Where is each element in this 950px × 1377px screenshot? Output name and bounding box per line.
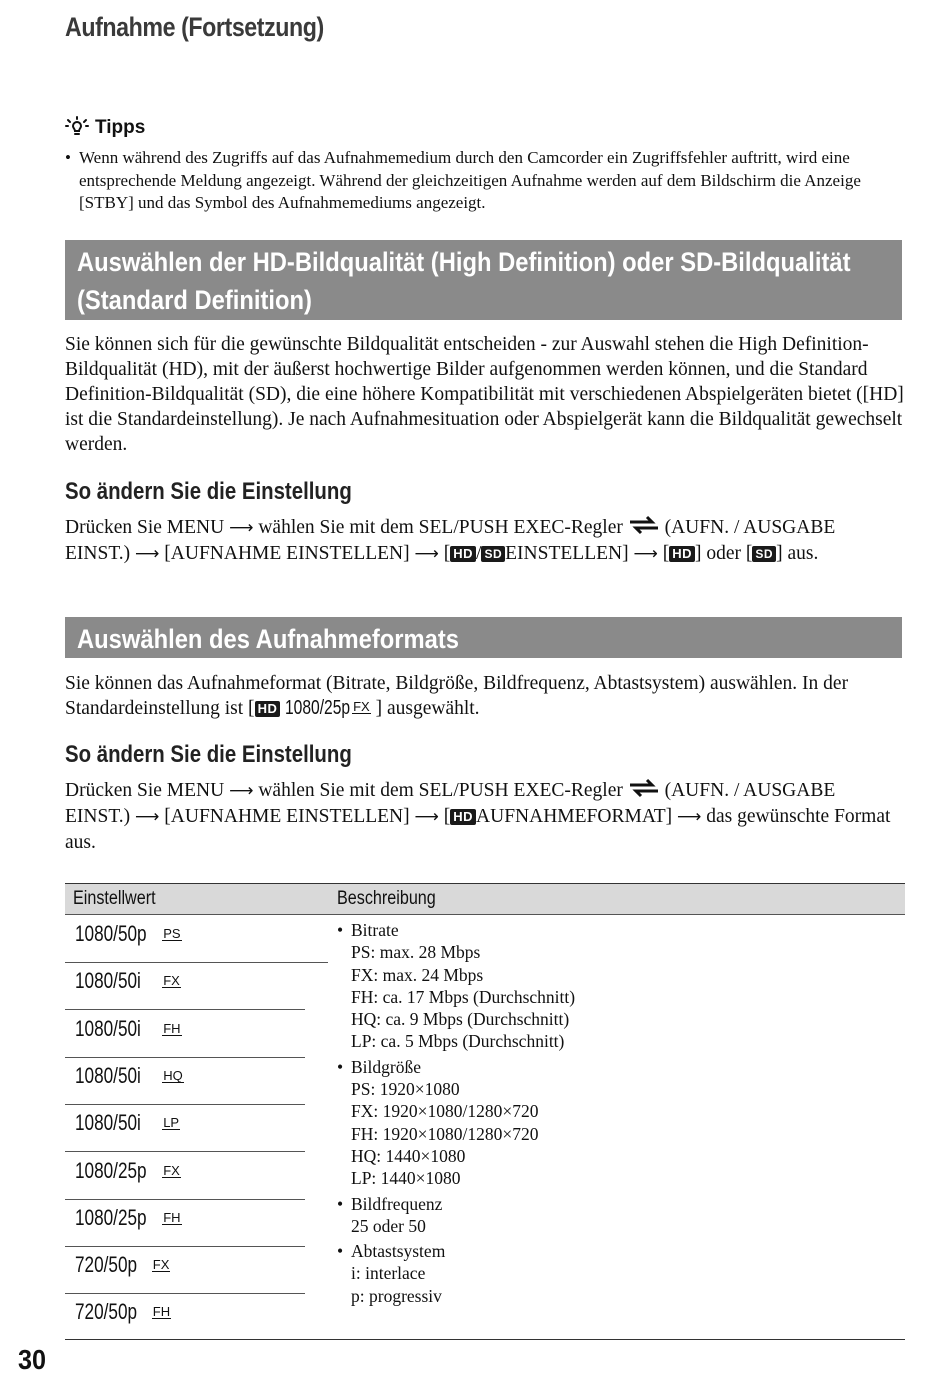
arrow-right-icon: ⟶ [414, 544, 439, 564]
format-mode: HQ [163, 1067, 183, 1083]
arrow-right-icon: ⟶ [677, 807, 702, 827]
tips-list [65, 147, 905, 215]
table-header [65, 884, 905, 915]
format-mode: PS [163, 926, 181, 941]
format-cell [75, 1016, 182, 1042]
instruction-steps: Drücken Sie MENU ⟶ wählen Sie mit dem SEL/PUSH EXEC-Regler (AUFN. / AUSGABE EINST.) ⟶ [AUFNAHME EINSTELLEN] ⟶ [ HD AUFNAHMEFORMAT] ⟶ das gewünschte Format aus. [65, 780, 891, 853]
description-title: • Bitrate [351, 920, 399, 940]
description-title: • Abtastsystem [351, 1241, 446, 1262]
section-title-bar [65, 617, 902, 658]
default-format: 1080/25p [285, 697, 351, 719]
description-line: HQ: ca. 9 Mbps (Durchschnitt) [351, 1009, 570, 1030]
section-title-line: (Standard Definition) [77, 285, 312, 315]
description-line: FX: 1920×1080/1280×720 [351, 1101, 539, 1122]
format-mode: FX [163, 1162, 180, 1178]
description-title: • Bildgröße [351, 1056, 421, 1077]
format-mode: FX [152, 1257, 170, 1273]
format-mode: LP [163, 1115, 180, 1131]
description-title: • Bildfrequenz [351, 1193, 443, 1214]
format-value: 1080/50i [75, 1062, 141, 1088]
description-line: FH: 1920×1080/1280×720 [351, 1123, 539, 1144]
hd-badge-icon: HD [255, 701, 281, 717]
description-line: FX: max. 24 Mbps [351, 964, 484, 985]
arrow-right-icon: ⟶ [135, 807, 160, 827]
description-cell [337, 919, 897, 1310]
section-intro: Sie können sich für die gewünschte Bildqualität entscheiden - zur Auswahl stehen die High Definition-Bildqualität (HD), mit der äußerst hochwertige Bilder aufgenommen werden können, und die Standard Definition-Bildqualität (SD), die eine höhere Kompatibilität mit verschiedenen Abspielgeräten bietet ([HD] ist die Standardeinstellung). Je nach Aufnahmesituation oder Abspielgerät kann die Bildqualität gewechselt werden. [65, 334, 904, 455]
description-line: p: progressiv [351, 1285, 442, 1306]
description-group [337, 1193, 897, 1238]
format-value: 1080/25p [75, 1157, 147, 1183]
hd-badge-icon: HD [669, 546, 695, 562]
format-cell [75, 1252, 170, 1278]
tips-heading [65, 116, 145, 140]
default-mode: FX [353, 699, 370, 714]
description-line: i: interlace [351, 1263, 426, 1284]
format-value: 1080/50i [75, 968, 141, 994]
format-value: 720/50p [75, 1252, 138, 1278]
tip-item: • Wenn während des Zugriffs auf das Aufnahmemedium durch den Camcorder ein Zugriffsfehler auftritt, wird eine entsprechende Meldung angezeigt. Während der gleichzeitigen Aufnahme werden auf dem Bildschirm die Anzeige [STBY] und das Symbol des Aufnahmemediums angezeigt. [65, 147, 905, 215]
description-line: LP: 1440×1080 [351, 1168, 461, 1189]
table-row [65, 1199, 305, 1247]
page-number: 30 [18, 1344, 47, 1375]
arrow-right-icon: ⟶ [135, 544, 160, 564]
section-title-line: Auswählen des Aufnahmeformats [77, 624, 460, 654]
table-row [65, 1057, 305, 1105]
section-intro: Sie können das Aufnahmeformat (Bitrate, Bildgröße, Bildfrequenz, Abtastsystem) auswählen. In der Standardeinstellung ist [ HD 1080/25p FX ] ausgewählt. [65, 673, 849, 719]
section-title-line: Auswählen der HD-Bildqualität (High Definition) oder SD-Bildqualität [77, 247, 851, 277]
table-rule [65, 1339, 905, 1340]
format-cell [75, 1299, 171, 1325]
page-title: Aufnahme (Fortsetzung) [65, 12, 324, 42]
swap-arrows-icon [628, 515, 660, 535]
format-value: 1080/50i [75, 1110, 141, 1136]
subheading: So ändern Sie die Einstellung [65, 478, 352, 505]
format-mode: FX [163, 973, 180, 989]
arrow-right-icon: ⟶ [229, 518, 254, 538]
swap-arrows-icon [628, 778, 660, 798]
hd-badge-icon: HD [450, 809, 476, 825]
description-line: HQ: 1440×1080 [351, 1145, 466, 1166]
format-cell [75, 1110, 180, 1136]
format-cell [75, 968, 181, 994]
table-row [65, 915, 328, 963]
subheading: So ändern Sie die Einstellung [65, 741, 352, 768]
lightbulb-icon [65, 116, 89, 140]
table-row [65, 1104, 305, 1152]
arrow-right-icon: ⟶ [633, 544, 658, 564]
description-group [337, 1240, 897, 1307]
format-cell [75, 1063, 184, 1089]
section-title-bar [65, 240, 902, 320]
description-group [337, 919, 897, 1053]
arrow-right-icon: ⟶ [229, 781, 254, 801]
sd-badge-icon: SD [481, 546, 505, 562]
table-row [65, 962, 305, 1010]
column-header-value: Einstellwert [73, 888, 156, 909]
column-header-description: Beschreibung [337, 888, 436, 909]
description-line: LP: ca. 5 Mbps (Durchschnitt) [351, 1031, 565, 1052]
format-mode: FH [163, 1020, 181, 1036]
description-line: PS: 1920×1080 [351, 1079, 460, 1100]
format-cell [75, 1158, 181, 1184]
description-line: PS: max. 28 Mbps [351, 942, 481, 963]
description-line: FH: ca. 17 Mbps (Durchschnitt) [351, 986, 576, 1007]
format-mode: FH [163, 1209, 181, 1225]
table-row [65, 1010, 305, 1058]
format-value: 1080/50p [75, 921, 147, 946]
description-line: 25 oder 50 [351, 1215, 426, 1236]
tips-heading-label: Tipps [95, 117, 146, 138]
format-value: 1080/50i [75, 1015, 141, 1041]
format-value: 1080/25p [75, 1204, 147, 1230]
format-cell [75, 921, 182, 947]
hd-badge-icon: HD [450, 546, 476, 562]
instruction-steps: Drücken Sie MENU ⟶ wählen Sie mit dem SEL/PUSH EXEC-Regler (AUFN. / AUSGABE EINST.) ⟶ [AUFNAHME EINSTELLEN] ⟶ [ HD / SD EINSTELLEN] ⟶ [ HD ] oder [ SD ] aus. [65, 517, 836, 564]
format-value: 720/50p [75, 1299, 138, 1325]
description-group [337, 1056, 897, 1190]
table-row [65, 1152, 305, 1200]
arrow-right-icon: ⟶ [414, 807, 439, 827]
format-cell [75, 1205, 182, 1231]
table-row [65, 1246, 305, 1294]
table-row [65, 1293, 305, 1340]
format-mode: FH [152, 1304, 171, 1320]
sd-badge-icon: SD [752, 546, 776, 562]
